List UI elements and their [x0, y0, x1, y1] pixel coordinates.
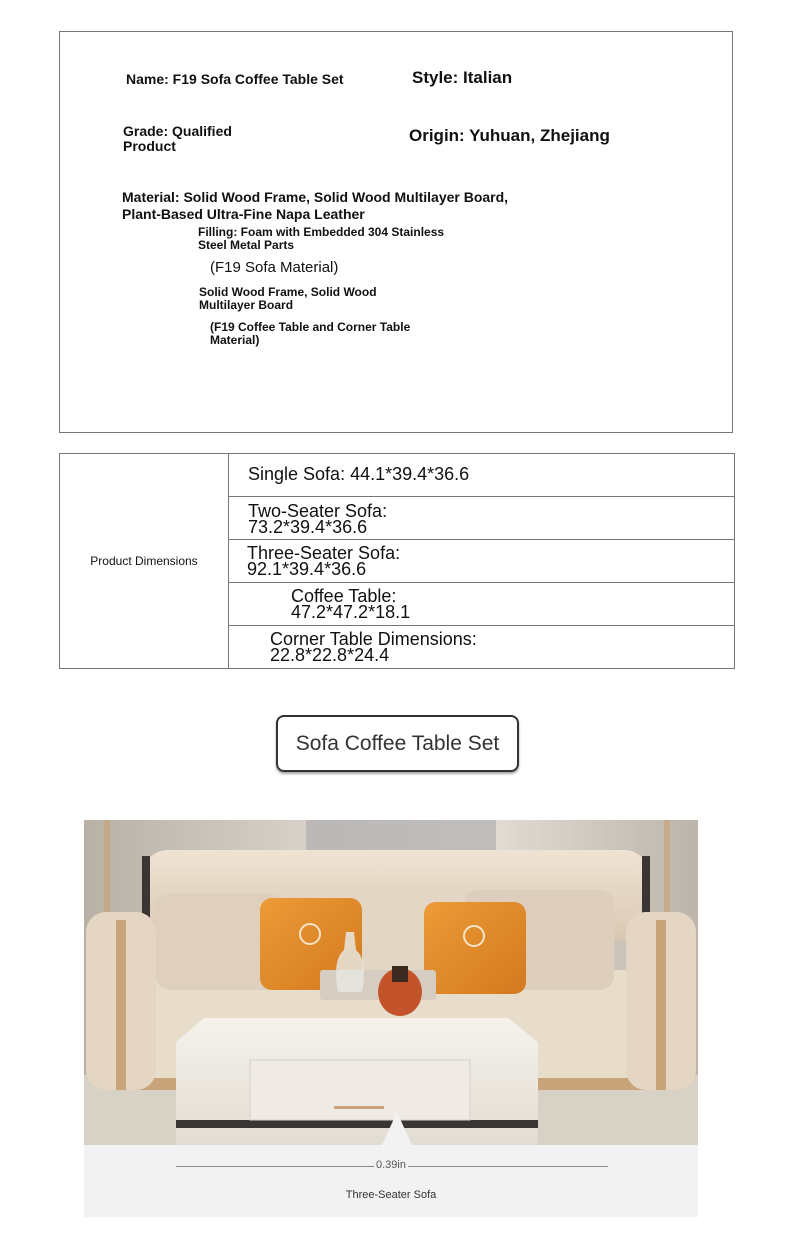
dimension-text [270, 629, 477, 666]
dimension-row [229, 454, 734, 497]
dimension-text [247, 543, 401, 580]
spec-material-line1: Material: Solid Wood Frame, Solid Wood Multilayer Board, [122, 189, 509, 205]
dimension-line2: 92.1*39.4*36.6 [247, 559, 367, 580]
spec-style: Style: Italian [412, 68, 513, 87]
spec-name: Name: F19 Sofa Coffee Table Set [126, 71, 344, 87]
spec-table-note [210, 321, 410, 347]
spec-grade-line1: Grade: Qualified [123, 123, 232, 139]
spec-box [59, 31, 733, 433]
dimension-line2: 47.2*47.2*18.1 [291, 602, 411, 623]
spec-table-material-line2: Multilayer Board [199, 298, 294, 313]
spec-table-note-line2: Material) [210, 333, 260, 348]
section-title: Sofa Coffee Table Set [276, 715, 519, 772]
spec-material [122, 189, 508, 223]
dimension-text [248, 466, 469, 482]
dimension-row [229, 497, 734, 540]
dimension-line1: Two-Seater Sofa: [248, 501, 388, 521]
dimension-row [229, 540, 734, 583]
photo-caption: Three-Seater Sofa [345, 1189, 437, 1201]
sofa-illustration [84, 820, 698, 1145]
spec-filling [198, 226, 444, 252]
dimension-row [229, 626, 734, 669]
dimensions-table [59, 453, 735, 669]
ruler-label [84, 1159, 698, 1171]
spec-table-note-line1: (F19 Coffee Table and Corner Table [210, 320, 411, 334]
dimension-line2: 73.2*39.4*36.6 [248, 517, 368, 538]
spec-sofa-material-note: (F19 Sofa Material) [210, 259, 339, 276]
dimension-row [229, 583, 734, 626]
dimension-line1: Single Sofa: 44.1*39.4*36.6 [248, 464, 470, 484]
dimension-line1: Coffee Table: [291, 586, 397, 606]
product-photo [84, 820, 698, 1145]
spec-grade-line2: Product [123, 138, 176, 155]
dimension-line2: 22.8*22.8*24.4 [270, 645, 390, 666]
caption-bar [84, 1145, 698, 1217]
ruler-label-text: 0.39in [376, 1159, 406, 1171]
spec-table-material [199, 286, 377, 312]
dimension-line1: Corner Table Dimensions: [270, 629, 477, 649]
dimensions-header: Product Dimensions [60, 454, 229, 668]
spec-material-line2: Plant-Based Ultra-Fine Napa Leather [122, 205, 365, 222]
dimension-line1: Three-Seater Sofa: [247, 543, 401, 563]
spec-filling-line1: Filling: Foam with Embedded 304 Stainless [198, 225, 445, 239]
spec-table-material-line1: Solid Wood Frame, Solid Wood [199, 285, 377, 299]
dimension-text [248, 501, 388, 538]
spec-origin: Origin: Yuhuan, Zhejiang [409, 126, 610, 145]
spec-grade [123, 124, 232, 155]
dimension-text [291, 586, 411, 623]
spec-filling-line2: Steel Metal Parts [198, 238, 295, 253]
